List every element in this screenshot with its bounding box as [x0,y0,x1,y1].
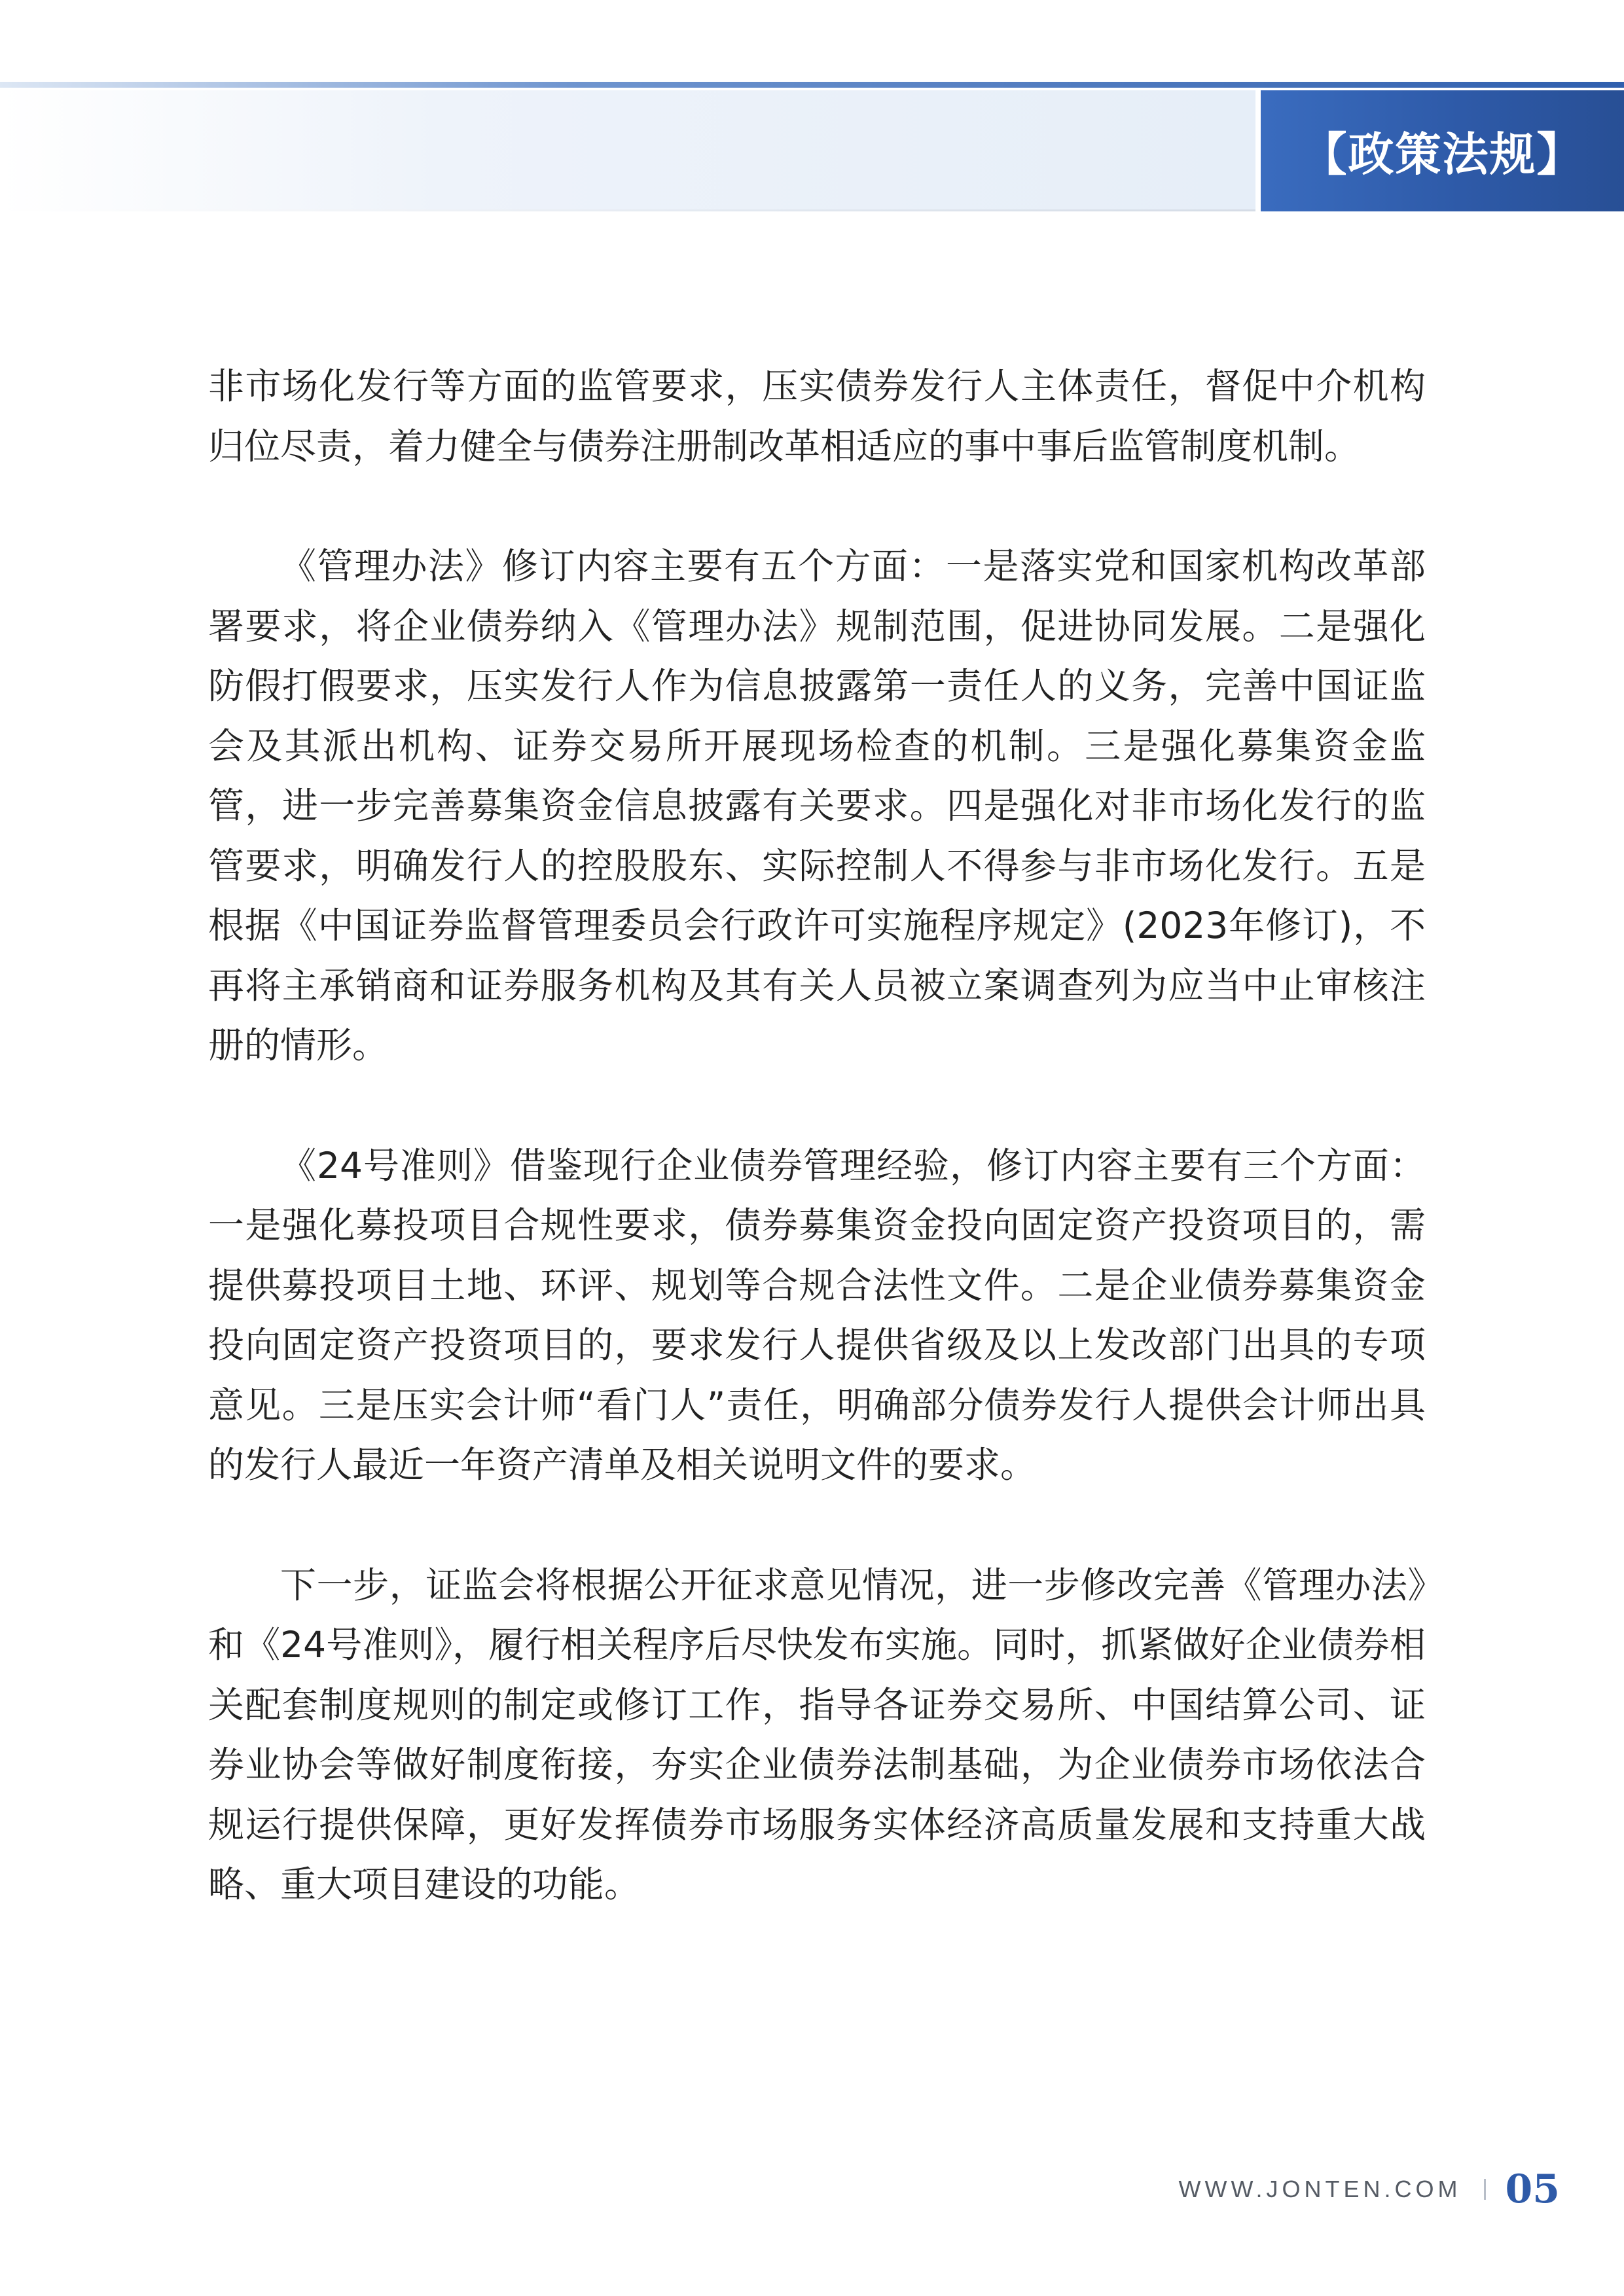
header-accent-line [0,82,1624,88]
page-footer [1179,2163,1560,2215]
website-link[interactable]: WWW.JONTEN.COM [1178,2176,1462,2202]
paragraph-management-measures: 《管理办法》修订内容主要有五个方面：一是落实党和国家机构改革部署要求，将企业债券纳入《管理办法》规制范围，促进协同发展。二是强化防假打假要求，压实发行人作为信息披露第一责任人的义务，完善中国证监会及其派出机构、证券交易所开展现场检查的机制。三是强化募集资金监管，进一步完善募集资金信息披露有关要求。四是强化对非市场化发行的监管要求，明确发行人的控股股东、实际控制人不得参与非市场化发行。五是根据《中国证券监督管理委员会行政许可实施程序规定》(2023年修订)，不再将主承销商和证券服务机构及其有关人员被立案调查列为应当中止审核注册的情形。 [208,545,1426,1066]
paragraph-next-steps: 下一步，证监会将根据公开征求意见情况，进一步修改完善《管理办法》和《24号准则》，履行相关程序后尽快发布实施。同时，抓紧做好企业债券相关配套制度规则的制定或修订工作，指导各证券交易所、中国结算公司、证券业协会等做好制度衔接，夯实企业债券法制基础，为企业债券市场依法合规运行提供保障，更好发挥债券市场服务实体经济高质量发展和支持重大战略、重大项目建设的功能。 [208,1564,1426,1905]
paragraph-continuation: 非市场化发行等方面的监管要求，压实债券发行人主体责任，督促中介机构归位尽责，着力健全与债券注册制改革相适应的事中事后监管制度机制。 [208,365,1426,467]
paragraph-guideline-24: 《24号准则》借鉴现行企业债券管理经验，修订内容主要有三个方面：一是强化募投项目合规性要求，债券募集资金投向固定资产投资项目的，需提供募投项目土地、环评、规划等合规合法性文件。二是企业债券募集资金投向固定资产投资项目的，要求发行人提供省级及以上发改部门出具的专项意见。三是压实会计师“看门人”责任，明确部分债券发行人提供会计师出具的发行人最近一年资产清单及相关说明文件的要求。 [208,1144,1426,1486]
section-title: 【政策法规】 [1301,127,1584,181]
page-number: 05 [1505,2166,1560,2212]
footer-divider [1484,2179,1486,2200]
header-band [0,90,1255,209]
section-title-tab [1261,90,1624,211]
article-body [208,357,1426,1975]
header-band-divider [0,209,1255,211]
